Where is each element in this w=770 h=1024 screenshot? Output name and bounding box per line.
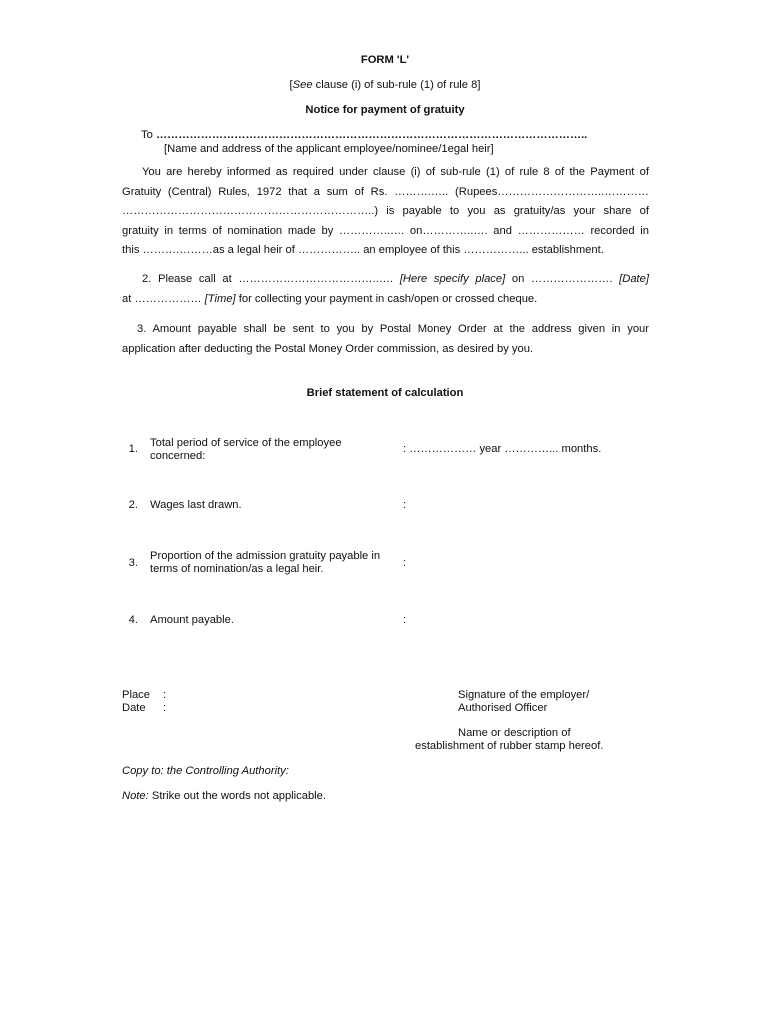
note-line — [122, 790, 326, 802]
to-line — [141, 129, 587, 141]
rule-reference — [0, 79, 770, 91]
establishment-line-2: establishment of rubber stamp hereof. — [415, 740, 604, 752]
paragraph-2 — [122, 270, 649, 309]
signature-line-2: Authorised Officer — [458, 702, 548, 714]
paragraph-1 — [122, 163, 649, 261]
establishment-line-1: Name or description of — [458, 727, 571, 739]
place-label: Place — [122, 689, 150, 701]
row-1-label: Total period of service of the employee concerned: — [150, 437, 342, 462]
date-label: Date — [122, 702, 146, 714]
paragraph-2-line-1 — [122, 270, 649, 290]
collect-text: for collecting your payment in cash/open or crossed cheque. — [235, 292, 538, 305]
paragraph-2-line-2 — [122, 290, 649, 310]
to-dots: …………………………………………………………………………………………………….. — [155, 129, 588, 141]
paragraph-3-line-1: 3. Amount payable shall be sent to you by Postal Money Order at the address given in your — [137, 323, 649, 335]
call-text: 2. Please call at ………………………………..…. — [142, 273, 400, 285]
place-colon: : — [163, 689, 167, 701]
row-3-number: 3. — [128, 557, 138, 569]
bracket-open: [ — [289, 79, 293, 91]
row-3-label: Proportion of the admission gratuity payable in terms of nomination/as a legal heir. — [150, 550, 381, 575]
form-title: FORM 'L' — [360, 54, 410, 66]
row-2-number: 2. — [128, 499, 138, 511]
to-subtitle: [Name and address of the applicant employee/nominee/1egal heir] — [164, 143, 494, 155]
paragraph-1-line-1: You are hereby informed as required under clause (i) of sub-rule (1) of rule 8 of the Payment of — [142, 166, 649, 178]
paragraph-1-line-5: this ……….………as a legal heir of …………….. an employee of this ……………... establishment. — [122, 244, 604, 256]
row-2-value: : — [403, 499, 407, 511]
paragraph-1-line-3: …………………………………………………………..) is payable to you as gratuity/as your share of — [122, 205, 649, 217]
copy-to: Copy to: the Controlling Authority: — [122, 765, 289, 777]
row-4-value: : — [403, 614, 407, 626]
see-word: See — [292, 79, 313, 91]
time-hint: [Time] — [204, 292, 236, 305]
row-1-value: : ……………… year …………... months. — [403, 443, 602, 455]
row-4-number: 4. — [128, 614, 138, 626]
row-3-value: : — [403, 557, 407, 569]
signature-line-1: Signature of the employer/ — [458, 689, 590, 701]
at-text: at ……………… — [122, 292, 205, 305]
row-4-label: Amount payable. — [150, 614, 234, 626]
statement-heading: Brief statement of calculation — [306, 387, 464, 399]
date-hint: [Date] — [619, 273, 649, 285]
paragraph-1-line-4: gratuity in terms of nomination made by …………..…. on…………..…. and ……………… recorded in — [122, 224, 649, 237]
notice-heading: Notice for payment of gratuity — [305, 104, 465, 116]
note-label: Note: — [122, 790, 149, 802]
rule-clause: clause (i) of sub-rule (1) of rule 8] — [312, 79, 481, 91]
note-text: Strike out the words not applicable. — [148, 790, 326, 802]
to-label: To — [141, 129, 153, 141]
date-colon: : — [163, 702, 167, 714]
paragraph-3 — [122, 320, 649, 359]
on-text: on …………………. — [505, 273, 620, 285]
row-2-label: Wages last drawn. — [150, 499, 242, 511]
paragraph-1-line-2: Gratuity (Central) Rules, 1972 that a sum of Rs. ……….….. (Rupees………………………..………… — [122, 185, 649, 198]
row-1-number: 1. — [128, 443, 138, 455]
place-hint: [Here specify place] — [399, 273, 506, 285]
paragraph-3-line-2: application after deducting the Postal Money Order commission, as desired by you. — [122, 342, 534, 355]
